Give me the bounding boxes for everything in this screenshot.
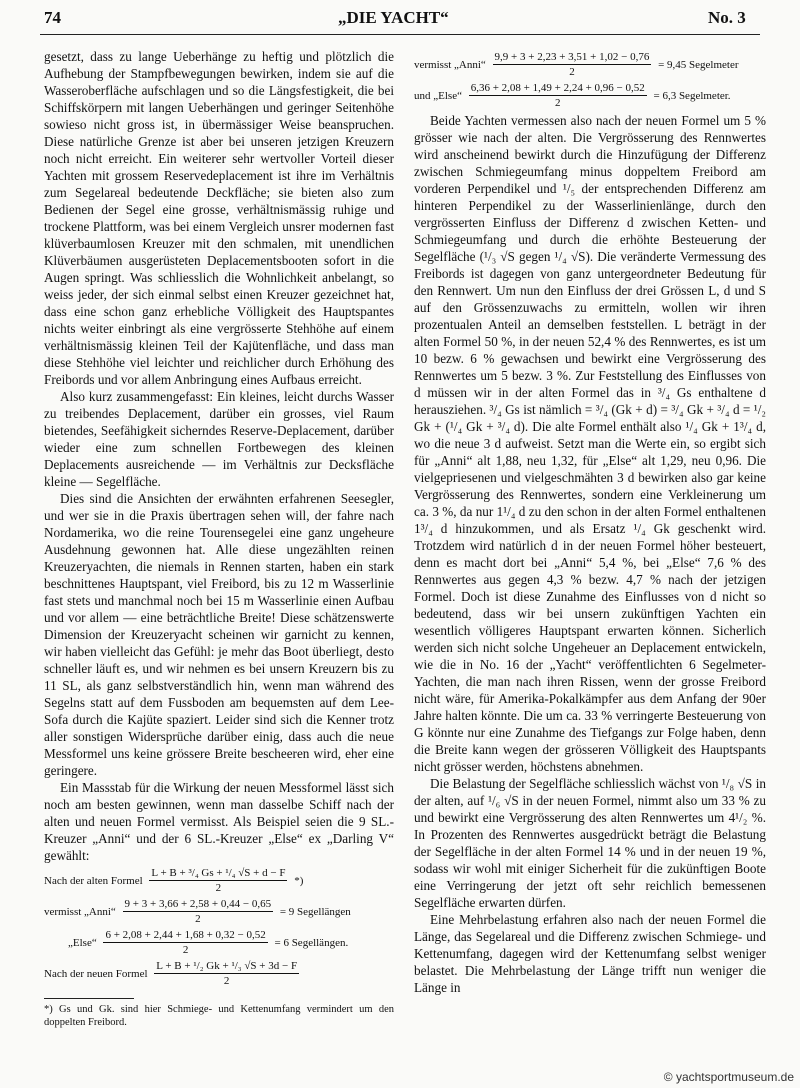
page-number: 74 <box>44 8 61 27</box>
paragraph: Beide Yachten vermessen also nach der neuen Formel um 5 % grösser wie nach der alten. Die Vergrösserung des Rennwertes wird anscheinend bewirkt durch die Hinzufügung der Differenz zwischen Schmiegeumfang minus doppeltem Freibord am vorderen Perpendikel und ¹/₅ der entsprechenden Differenz am hinteren Perpendikel zu der Wasserlinienlänge, durch den vergrösserten Einfluss der Differenz d zwischen Ketten- und Schmiegeumfang und durch die erhöhte Besteuerung der Segelfläche (¹/₃ √S gegen ¹/₄ √S). Die veränderte Vermessung des Freibords ist dagegen von ganz untergeordneter Bedeutung für den Rennwert. Um nun den Einfluss der drei Grössen L, d und S auf den Grössenzuwachs zu ermitteln, wollen wir ihren prozentualen Anteil an demselben feststellen. L beträgt in der alten Formel 50 %, in der neuen 52,4 % des Rennwertes, es ist um 10 bezw. 6 % gewachsen und bewirkt eine Vergrösserung des Rennwertes um 5 bezw. 3 %. Zur Feststellung des Einflusses von d müssen wir in der alten Formel das in ³/₄ Gs enthaltene d herausziehen. ³/₄ Gs ist nämlich = ³/₄ (Gk + d) = ³/₄ Gk + ³/₄ d = ¹/₂ Gk + (¹/₄ Gk + ³/₄ d). Die alte Formel enthält also ¹/₄ Gk + 1³/₄ d, wo die neue 3 d aufweist. Setzt man die Werte ein, so ergibt sich für „Anni“ alt 1,88, neu 1,32, für „Else“ alt 1,29, neu 0,96. Die vielgepriesenen und vielgeschmähten 3 d bewirken also gar keine Vergrösserung des Rennwertes, sondern eine Verkleinerung um ca. 3 %, da nur 1¹/₄ d zu den schon in der alten Formel enthaltenen 1³/₄ d hinzukommen, und als Ersatz ¹/₄ Gk geschenkt wird. Trotzdem wird natürlich d in der neuen Formel höher besteuert, denn es macht dort bei „Anni“ 5,4 %, bei „Else“ 7,6 % des Rennwertes aus gegen 4,3 % bezw. 4,7 % nach der jetzigen Formel. Doch ist diese Zunahme des Einflusses von d nicht so bedeutend, dass wir bei unsern zukünftigen Yachten ein wesentlich völligeres Hauptspant erwarten können. Sicherlich werden sich nicht solche Ungeheuer an Deplacement entwickeln, wie die in No. 16 der „Yacht“ veröffentlichten 6 Segelmeter-Yachten, die man nach ihren Rissen, wenn der grosse Freibord nicht wäre, für Amerika-Pokalkämpfer aus dem Anfang der 90er Jahre halten könnte. Die um ca. 33 % verringerte Besteuerung von G könnte nur eine Zunahme des Tiefgangs zur Folge haben, denn die Breite kann wegen der grösseren Völligkeit des Hauptspants nicht grösser werden, höchstens abnehmen. <box>414 113 766 774</box>
formula-old: Nach der alten Formel $\frac{\text{L + B + ³/₄ Gs + ¹/₄ √S + d − F}}{2}$ *) <box>44 867 304 894</box>
left-column <box>44 48 394 1084</box>
issue-number: No. 3 <box>708 8 746 27</box>
header-rule <box>40 34 760 35</box>
right-column <box>414 48 766 1078</box>
paragraph: Ein Massstab für die Wirkung der neuen Messformel lässt sich noch am besten gewinnen, wenn man dasselbe Schiff nach der alten und neuen Formel vermisst. Als Beispiel seien die 9 SL.-Kreuzer „Anni“ und der 6 SL.-Kreuzer „Else“ ex „Darling V“ gewählt: <box>44 780 394 863</box>
paragraph: Eine Mehrbelastung erfahren also nach der neuen Formel die Länge, das Segelareal und die Differenz zwischen Schmiege- und Kettenumfang, dagegen wird der Kettenumfang selbst weniger belastet. Die Mehrbelastung der Länge trifft nun weniger die Länge in <box>414 912 766 995</box>
footnote: *) Gs und Gk. sind hier Schmiege- und Kettenumfang vermindert um den doppelten Freibord. <box>44 1004 394 1028</box>
paragraph: Also kurz zusammengefasst: Ein kleines, leicht durchs Wasser zu treibendes Deplacement, darüber ein grosses, viel Raum bietendes, Seefähigkeit sicherndes Reserve-Deplacement, darüber wieder eine zum schnellen Fortbewegen des kleinen Deplacements ausreichende — im Verhältnis zur Decksfläche kleine — Segelfläche. <box>44 389 394 489</box>
formula-anni-new: vermisst „Anni“ $\frac{9,9 + 3 + 2,23 + 3,51 + 1,02 - 0,76}{2}$ = 9,45 Segelmeter <box>414 51 739 78</box>
formula-else-old: „Else“ $\frac{6 + 2,08 + 2,44 + 1,68 + 0,32 - 0,52}{2}$ = 6 Segellängen. <box>68 929 349 956</box>
journal-title: „DIE YACHT“ <box>338 8 449 27</box>
footnote-rule <box>44 998 134 999</box>
paragraph: gesetzt, dass zu lange Ueberhänge zu heftig und plötzlich die Aufhebung der Stampfbewegungen bewirken, indem sie auf die Wasseroberfläche aufschlagen und so die Längsfestigkeit, die bei Schiffskörpern mit langen Ueberhängen und geringer Seitenhöhe sowieso nicht gross ist, in übermässiger Weise beanspruchen. Diese natürliche Grenze ist aber bei unseren jetzigen Kreuzern noch nicht erreicht. Ein weiterer sehr wertvoller Vorteil dieser Yachten mit grossem Reservedeplacement ist ihre im Verhältnis zum Segelareal bedeutende Deckfläche; sie bieten also zum Bedienen der Segel eine grosse, verhältnismässig ruhige und trockene Plattform, was bei einem Vergleich unsrer modernen fast klüverbaumlosen Kreuzer mit den schmalen, mit unendlichen Klüverbäumen ausgerüsteten Deplacementsbooten sofort in die Augen springt. Was schliesslich die Wohnlichkeit anbelangt, so weiss jeder, der sich einmal selbst einen Kreuzer gezeichnet hat, dass eine schon ganz erhebliche Völligkeit des Hauptspantes nichts weiter einbringt als eine vergrösserte Stehhöhe auf einem verhältnismässig kleinen Teil der Kajütenfläche, und dass man diese Stehhöhe viel leichter und reichlicher durch Erhöhung des Freibords und vor allem Anbringung eines Aufbaus erreicht. <box>44 49 394 387</box>
paragraph: Die Belastung der Segelfläche schliesslich wächst von ¹/₈ √S in der alten, auf ¹/₆ √S in der neuen Formel, nimmt also um 33 % zu und bewirkt eine Vergrösserung des alten Rennwertes um 4¹/₂ %. In Prozenten des Rennwertes ausgedrückt beträgt die Belastung der Segelfläche in der alten Formel 14 % und in der neuen 19 %, sodass wir wohl mit einiger Sicherheit für die zukünftigen Boote eine Verringerung der jetzt oft sehr reichlich bemessenen Segelfläche erwarten dürfen. <box>414 776 766 910</box>
formula-anni-old: vermisst „Anni“ $\frac{9 + 3 + 3,66 + 2,58 + 0,44 - 0,65}{2}$ = 9 Segellängen <box>44 898 351 925</box>
formula-else-new: und „Else“ $\frac{6,36 + 2,08 + 1,49 + 2,24 + 0,96 - 0,52}{2}$ = 6,3 Segelmeter. <box>414 82 731 109</box>
paragraph: Dies sind die Ansichten der erwähnten erfahrenen Seesegler, und wer sie in die Praxis übertragen sehen will, der fahre nach Nordamerika, wo die reine Tourensegelei eine ganz ungeheure Ausdehnung gewonnen hat. Alle diese ungezählten reinen Kreuzeryachten, die niemals in Rennen starten, haben ein stark beschnittenes Hauptspant, viel Freibord, bis zu 12 m Wasserlinie fast stets und manchmal noch bei 15 m Wasserlinie einen Aufbau und vor allem — eine beträchtliche Breite! Diese schätzenswerte Dimension der Kreuzeryacht scheinen wir garnicht zu kennen, wir haben vielleicht das Gefühl: je mehr das Boot überliegt, desto schneller läuft es, und wir nehmen es bei unsern Kreuzern bis zu 11 SL, als ganz selbstverständlich hin, wenn man während des Segelns statt auf dem Fussboden am bequemsten auf dem Lee-Sofa durch die Kajüte spaziert. Leider sind sich die Kenner trotz aller sonstigen Widersprüche darüber einig, dass auch die neue Messformel uns keine grössere Breite bescheeren wird, eher eine geringere. <box>44 491 394 778</box>
formula-new: Nach der neuen Formel $\frac{\text{L + B + ¹/₂ Gk + ¹/₃ √S + 3d − F}}{2}$ <box>44 960 298 987</box>
watermark: © yachtsportmuseum.de <box>663 1070 794 1084</box>
